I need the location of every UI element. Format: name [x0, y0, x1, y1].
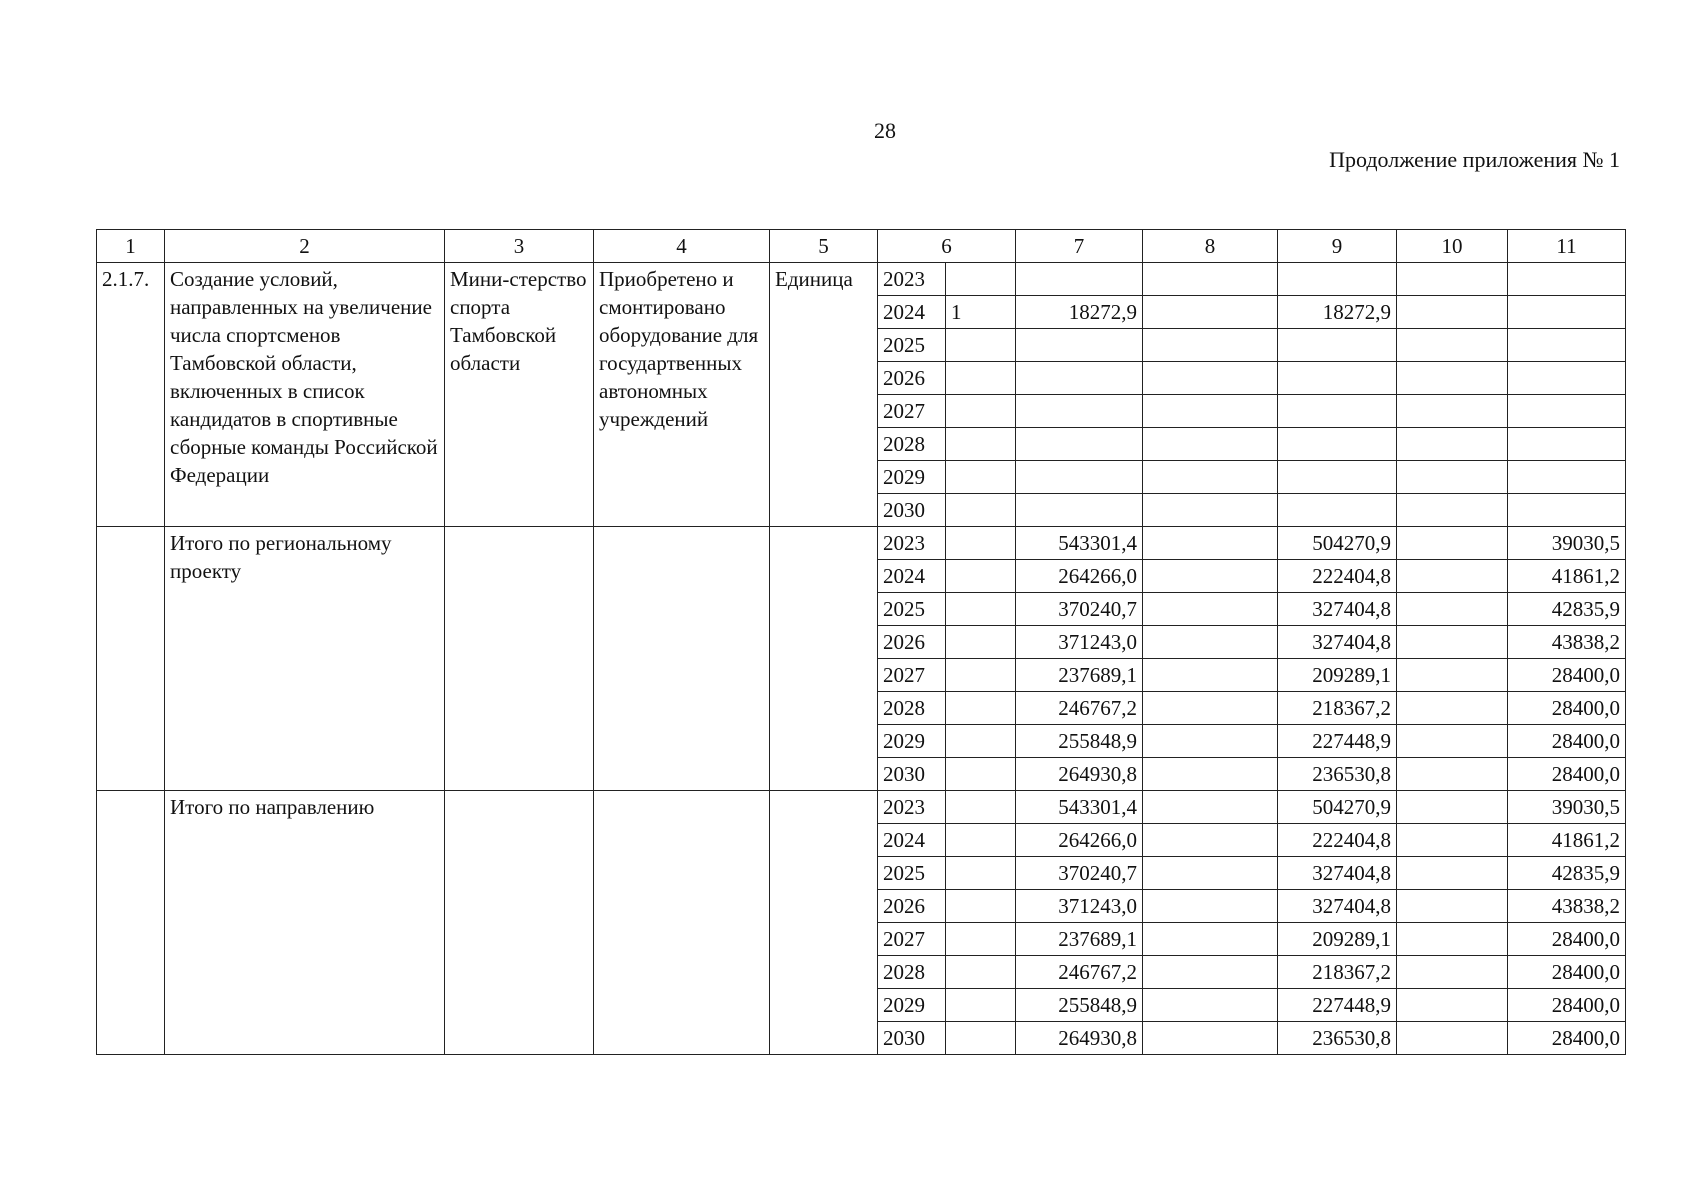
col8-cell — [1143, 395, 1278, 428]
col10-cell — [1397, 395, 1508, 428]
col11-cell: 28400,0 — [1508, 659, 1626, 692]
col8-cell — [1143, 593, 1278, 626]
quantity-cell — [946, 428, 1016, 461]
quantity-cell — [946, 989, 1016, 1022]
col8-cell — [1143, 428, 1278, 461]
col11-cell: 28400,0 — [1508, 923, 1626, 956]
col9-cell: 209289,1 — [1278, 923, 1397, 956]
col8-cell — [1143, 527, 1278, 560]
empty-unit-cell — [770, 527, 878, 791]
col8-cell — [1143, 758, 1278, 791]
year-cell: 2024 — [878, 560, 946, 593]
col10-cell — [1397, 758, 1508, 791]
col7-cell: 264930,8 — [1016, 758, 1143, 791]
col11-cell: 39030,5 — [1508, 791, 1626, 824]
year-cell: 2030 — [878, 758, 946, 791]
quantity-cell — [946, 659, 1016, 692]
col7-cell — [1016, 461, 1143, 494]
col11-cell — [1508, 362, 1626, 395]
col11-cell: 39030,5 — [1508, 527, 1626, 560]
col8-cell — [1143, 725, 1278, 758]
col8-cell — [1143, 989, 1278, 1022]
col11-cell: 43838,2 — [1508, 626, 1626, 659]
col11-cell: 43838,2 — [1508, 890, 1626, 923]
col9-cell: 209289,1 — [1278, 659, 1397, 692]
col10-cell — [1397, 362, 1508, 395]
col7-cell: 264266,0 — [1016, 824, 1143, 857]
item-code: 2.1.7. — [97, 263, 165, 527]
quantity-cell — [946, 593, 1016, 626]
item-unit: Единица — [770, 263, 878, 527]
col10-cell — [1397, 527, 1508, 560]
col7-cell — [1016, 395, 1143, 428]
empty-unit-cell — [770, 791, 878, 1055]
year-cell: 2027 — [878, 923, 946, 956]
col9-cell — [1278, 461, 1397, 494]
header-col-6: 6 — [878, 230, 1016, 263]
col10-cell — [1397, 890, 1508, 923]
quantity-cell — [946, 263, 1016, 296]
col10-cell — [1397, 791, 1508, 824]
continuation-note: Продолжение приложения № 1 — [1329, 147, 1620, 172]
col10-cell — [1397, 593, 1508, 626]
empty-result-cell — [594, 791, 770, 1055]
col7-cell: 543301,4 — [1016, 527, 1143, 560]
header-row — [97, 230, 1626, 263]
col11-cell: 41861,2 — [1508, 824, 1626, 857]
col11-cell: 41861,2 — [1508, 560, 1626, 593]
col7-cell: 370240,7 — [1016, 593, 1143, 626]
col9-cell: 18272,9 — [1278, 296, 1397, 329]
table-body — [97, 263, 1626, 1055]
col11-cell — [1508, 296, 1626, 329]
col11-cell — [1508, 428, 1626, 461]
year-cell: 2025 — [878, 329, 946, 362]
col11-cell: 28400,0 — [1508, 1022, 1626, 1055]
item-result: Приобретено и смонтировано оборудование для государтвенных автономных учреждений — [594, 263, 770, 527]
total-project-label: Итого по региональному проекту — [165, 527, 445, 791]
header-col-8: 8 — [1143, 230, 1278, 263]
col9-cell: 222404,8 — [1278, 560, 1397, 593]
budget-table — [96, 229, 1626, 1055]
quantity-cell — [946, 857, 1016, 890]
col11-cell: 28400,0 — [1508, 956, 1626, 989]
col7-cell — [1016, 329, 1143, 362]
col7-cell: 255848,9 — [1016, 725, 1143, 758]
col8-cell — [1143, 659, 1278, 692]
empty-code-cell — [97, 527, 165, 791]
col9-cell — [1278, 395, 1397, 428]
col9-cell: 327404,8 — [1278, 890, 1397, 923]
header-col-9: 9 — [1278, 230, 1397, 263]
col10-cell — [1397, 1022, 1508, 1055]
col10-cell — [1397, 956, 1508, 989]
col9-cell: 218367,2 — [1278, 692, 1397, 725]
col7-cell: 18272,9 — [1016, 296, 1143, 329]
quantity-cell — [946, 758, 1016, 791]
col11-cell — [1508, 395, 1626, 428]
year-cell: 2030 — [878, 1022, 946, 1055]
col8-cell — [1143, 362, 1278, 395]
col8-cell — [1143, 956, 1278, 989]
empty-executor-cell — [445, 527, 594, 791]
col9-cell — [1278, 263, 1397, 296]
col9-cell — [1278, 428, 1397, 461]
col7-cell: 264266,0 — [1016, 560, 1143, 593]
year-cell: 2029 — [878, 461, 946, 494]
year-cell: 2023 — [878, 527, 946, 560]
col10-cell — [1397, 857, 1508, 890]
col9-cell: 327404,8 — [1278, 857, 1397, 890]
col11-cell: 28400,0 — [1508, 692, 1626, 725]
col10-cell — [1397, 494, 1508, 527]
quantity-cell — [946, 560, 1016, 593]
year-cell: 2026 — [878, 362, 946, 395]
col9-cell: 236530,8 — [1278, 758, 1397, 791]
quantity-cell — [946, 527, 1016, 560]
item-executor: Мини-стерство спорта Тамбовской области — [445, 263, 594, 527]
quantity-cell — [946, 395, 1016, 428]
quantity-cell — [946, 461, 1016, 494]
col11-cell — [1508, 263, 1626, 296]
col7-cell — [1016, 428, 1143, 461]
col8-cell — [1143, 263, 1278, 296]
col7-cell — [1016, 494, 1143, 527]
total-direction-label: Итого по направлению — [165, 791, 445, 1055]
col9-cell — [1278, 362, 1397, 395]
page-number: 28 — [874, 118, 896, 143]
col10-cell — [1397, 659, 1508, 692]
year-cell: 2024 — [878, 296, 946, 329]
col7-cell: 246767,2 — [1016, 692, 1143, 725]
col11-cell: 28400,0 — [1508, 989, 1626, 1022]
col7-cell: 237689,1 — [1016, 923, 1143, 956]
col10-cell — [1397, 725, 1508, 758]
col9-cell — [1278, 329, 1397, 362]
col7-cell: 543301,4 — [1016, 791, 1143, 824]
table-row — [97, 527, 1626, 560]
col8-cell — [1143, 461, 1278, 494]
empty-executor-cell — [445, 791, 594, 1055]
col11-cell: 42835,9 — [1508, 857, 1626, 890]
col10-cell — [1397, 692, 1508, 725]
col9-cell: 236530,8 — [1278, 1022, 1397, 1055]
quantity-cell — [946, 923, 1016, 956]
col10-cell — [1397, 263, 1508, 296]
col7-cell — [1016, 263, 1143, 296]
col8-cell — [1143, 1022, 1278, 1055]
col8-cell — [1143, 923, 1278, 956]
year-cell: 2027 — [878, 395, 946, 428]
quantity-cell: 1 — [946, 296, 1016, 329]
col10-cell — [1397, 461, 1508, 494]
col8-cell — [1143, 494, 1278, 527]
empty-result-cell — [594, 527, 770, 791]
col9-cell — [1278, 494, 1397, 527]
col11-cell: 28400,0 — [1508, 725, 1626, 758]
year-cell: 2029 — [878, 989, 946, 1022]
year-cell: 2025 — [878, 857, 946, 890]
quantity-cell — [946, 791, 1016, 824]
quantity-cell — [946, 329, 1016, 362]
quantity-cell — [946, 956, 1016, 989]
col10-cell — [1397, 989, 1508, 1022]
table-row — [97, 791, 1626, 824]
col7-cell: 370240,7 — [1016, 857, 1143, 890]
col7-cell: 237689,1 — [1016, 659, 1143, 692]
col8-cell — [1143, 791, 1278, 824]
year-cell: 2026 — [878, 626, 946, 659]
year-cell: 2030 — [878, 494, 946, 527]
year-cell: 2023 — [878, 263, 946, 296]
col10-cell — [1397, 428, 1508, 461]
quantity-cell — [946, 824, 1016, 857]
col8-cell — [1143, 626, 1278, 659]
col9-cell: 227448,9 — [1278, 989, 1397, 1022]
quantity-cell — [946, 626, 1016, 659]
col11-cell: 28400,0 — [1508, 758, 1626, 791]
col7-cell: 255848,9 — [1016, 989, 1143, 1022]
header-col-7: 7 — [1016, 230, 1143, 263]
col8-cell — [1143, 296, 1278, 329]
col11-cell — [1508, 461, 1626, 494]
col7-cell: 246767,2 — [1016, 956, 1143, 989]
col9-cell: 218367,2 — [1278, 956, 1397, 989]
quantity-cell — [946, 362, 1016, 395]
header-col-4: 4 — [594, 230, 770, 263]
col10-cell — [1397, 560, 1508, 593]
col8-cell — [1143, 890, 1278, 923]
col10-cell — [1397, 626, 1508, 659]
col8-cell — [1143, 329, 1278, 362]
col11-cell — [1508, 494, 1626, 527]
header-col-11: 11 — [1508, 230, 1626, 263]
year-cell: 2026 — [878, 890, 946, 923]
quantity-cell — [946, 494, 1016, 527]
quantity-cell — [946, 692, 1016, 725]
year-cell: 2024 — [878, 824, 946, 857]
col8-cell — [1143, 824, 1278, 857]
header-col-5: 5 — [770, 230, 878, 263]
header-col-1: 1 — [97, 230, 165, 263]
col8-cell — [1143, 560, 1278, 593]
header-col-10: 10 — [1397, 230, 1508, 263]
year-cell: 2028 — [878, 956, 946, 989]
col11-cell: 42835,9 — [1508, 593, 1626, 626]
col9-cell: 222404,8 — [1278, 824, 1397, 857]
year-cell: 2027 — [878, 659, 946, 692]
empty-code-cell — [97, 791, 165, 1055]
year-cell: 2023 — [878, 791, 946, 824]
header-col-2: 2 — [165, 230, 445, 263]
quantity-cell — [946, 1022, 1016, 1055]
table-row — [97, 263, 1626, 296]
col8-cell — [1143, 692, 1278, 725]
col9-cell: 504270,9 — [1278, 527, 1397, 560]
col8-cell — [1143, 857, 1278, 890]
col7-cell: 264930,8 — [1016, 1022, 1143, 1055]
year-cell: 2028 — [878, 692, 946, 725]
header-col-3: 3 — [445, 230, 594, 263]
col10-cell — [1397, 296, 1508, 329]
col7-cell: 371243,0 — [1016, 890, 1143, 923]
col10-cell — [1397, 329, 1508, 362]
item-name: Создание условий, направленных на увеличение числа спортсменов Тамбовской области, включенных в список кандидатов в спортивные сборные команды Российской Федерации — [165, 263, 445, 527]
col7-cell: 371243,0 — [1016, 626, 1143, 659]
year-cell: 2025 — [878, 593, 946, 626]
col7-cell — [1016, 362, 1143, 395]
col9-cell: 504270,9 — [1278, 791, 1397, 824]
year-cell: 2029 — [878, 725, 946, 758]
col9-cell: 227448,9 — [1278, 725, 1397, 758]
quantity-cell — [946, 890, 1016, 923]
col10-cell — [1397, 824, 1508, 857]
year-cell: 2028 — [878, 428, 946, 461]
col11-cell — [1508, 329, 1626, 362]
col10-cell — [1397, 923, 1508, 956]
quantity-cell — [946, 725, 1016, 758]
col9-cell: 327404,8 — [1278, 626, 1397, 659]
col9-cell: 327404,8 — [1278, 593, 1397, 626]
